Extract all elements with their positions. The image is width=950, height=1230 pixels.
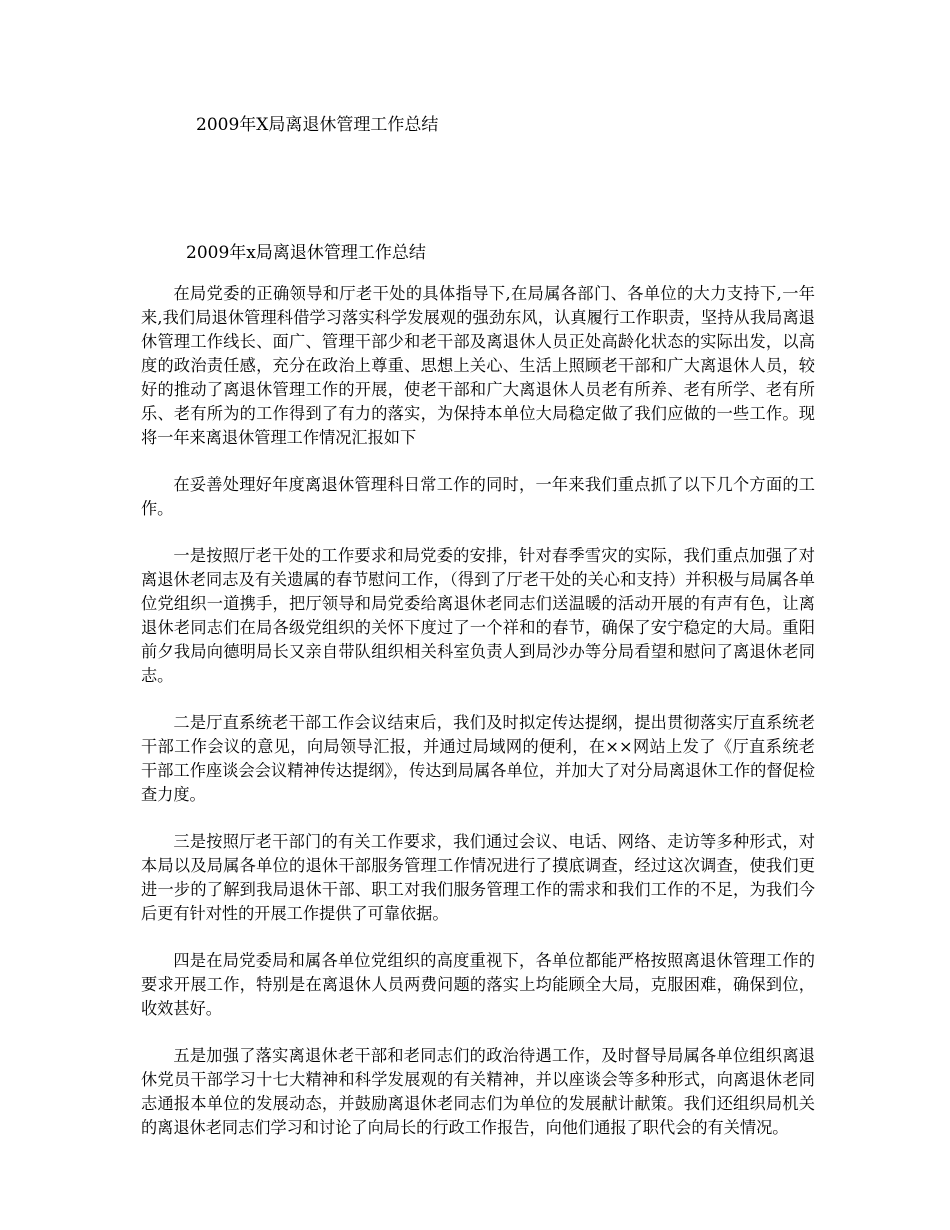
document-subtitle: 2009年x局离退休管理工作总结 <box>186 243 426 263</box>
paragraph-item-2: 二是厅直系统老干部工作会议结束后，我们及时拟定传达提纲，提出贯彻落实厅直系统老干部工作会议的意见，向局领导汇报，并通过局域网的便利，在××网站上发了《厅直系统老干部工作座谈会会议精神传达提纲》，传达到局属各单位，并加大了对分局离退休工作的督促检查力度。 <box>141 713 815 804</box>
paragraph-item-4: 四是在局党委局和属各单位党组织的高度重视下，各单位都能严格按照离退休管理工作的要求开展工作，特别是在离退休人员两费问题的落实上均能顾全大局，克服困难，确保到位，收效甚好。 <box>141 951 815 1018</box>
paragraph-item-1: 一是按照厅老干处的工作要求和局党委的安排，针对春季雪灾的实际，我们重点加强了对离退休老同志及有关遗属的春节慰问工作，（得到了厅老干处的关心和支持）并积极与局属各单位党组织一道携手，把厅领导和局党委给离退休老同志们送温暖的活动开展的有声有色，让离退休老同志们在局各级党组织的关怀下度过了一个祥和的春节，确保了安宁稳定的大局。重阳前夕我局向德明局长又亲自带队组织相关科室负责人到局沙办等分局看望和慰问了离退休老同志。 <box>141 546 815 685</box>
paragraph-item-5: 五是加强了落实离退休老干部和老同志们的政治待遇工作，及时督导局属各单位组织离退休党员干部学习十七大精神和科学发展观的有关精神，并以座谈会等多种形式，向离退休老同志通报本单位的发展动态，并鼓励离退休老同志们为单位的发展献计献策。我们还组织局机关的离退休老同志们学习和讨论了向局长的行政工作报告，向他们通报了职代会的有关情况。 <box>141 1046 815 1137</box>
document-body <box>141 282 815 1163</box>
paragraph-overview: 在妥善处理好年度离退休管理科日常工作的同时，一年来我们重点抓了以下几个方面的工作。 <box>141 475 815 518</box>
paragraph-intro: 在局党委的正确领导和厅老干处的具体指导下,在局属各部门、各单位的大力支持下,一年来,我们局退休管理科借学习落实科学发展观的强劲东风，认真履行工作职责，坚持从我局离退休管理工作线长、面广、管理干部少和老干部及离退休人员正处高龄化状态的实际出发，以高度的政治责任感，充分在政治上尊重、思想上关心、生活上照顾老干部和广大离退休人员，较好的推动了离退休管理工作的开展，使老干部和广大离退休人员老有所养、老有所学、老有所乐、老有所为的工作得到了有力的落实，为保持本单位大局稳定做了我们应做的一些工作。现将一年来离退休管理工作情况汇报如下 <box>141 284 815 447</box>
document-title: 2009年X局离退休管理工作总结 <box>196 115 439 135</box>
paragraph-item-3: 三是按照厅老干部门的有关工作要求，我们通过会议、电话、网络、走访等多种形式，对本局以及局属各单位的退休干部服务管理工作情况进行了摸底调查，经过这次调查，使我们更进一步的了解到我局退休干部、职工对我们服务管理工作的需求和我们工作的不足，为我们今后更有针对性的开展工作提供了可靠依据。 <box>141 832 815 923</box>
